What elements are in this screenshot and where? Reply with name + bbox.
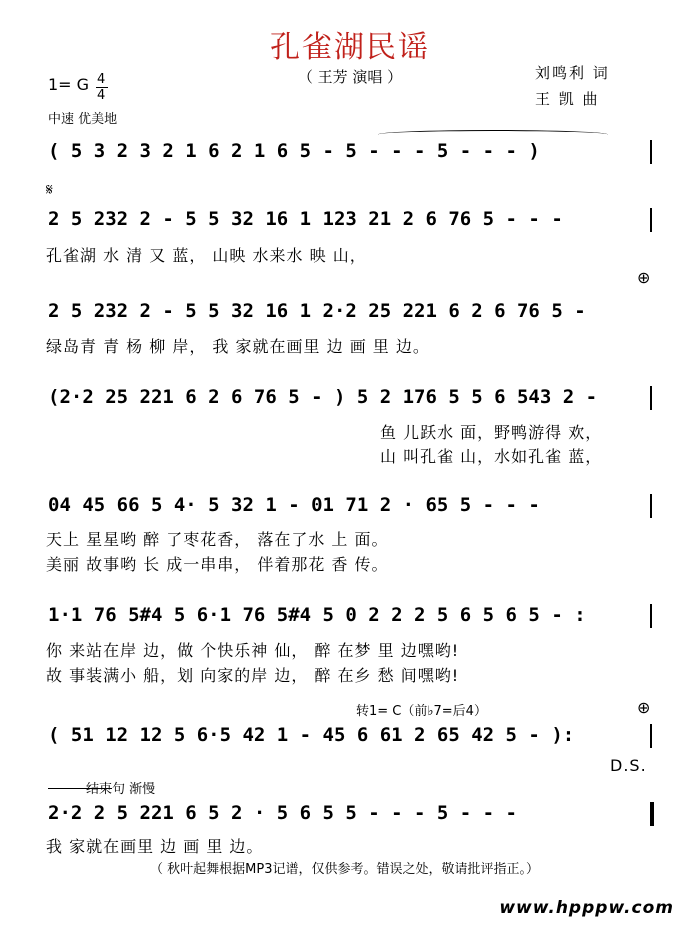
coda-icon: ⊕: [637, 268, 651, 287]
composer-credit: 王 凯 曲: [535, 90, 600, 108]
score-line-6-lyrics-verse-2: 故 事装满小 船，划 向家的岸 边， 醉 在乡 愁 间嘿哟!: [46, 666, 460, 685]
segno-icon: 𝄋: [46, 180, 53, 199]
score-line-4-notes: (2·2 25 221 6 2 6 76 5 - ) 5 2 176 5 5 6 543 2 -: [48, 386, 598, 408]
barline: [650, 208, 652, 232]
barline: [650, 140, 652, 164]
time-signature-top: 4: [97, 72, 106, 87]
score-line-7-notes: ( 51 12 12 5 6·5 42 1 - 45 6 61 2 65 42 5 - ):: [48, 724, 575, 746]
score-line-2-lyrics: 孔雀湖 水 清 又 蓝， 山映 水来水 映 山，: [46, 246, 367, 265]
tie-arc: [378, 130, 608, 139]
score-line-8-lyrics: 我 家就在画里 边 画 里 边。: [46, 837, 264, 856]
score-line-5-lyrics-verse-1: 天上 星星哟 醉 了枣花香， 落在了水 上 面。: [46, 530, 389, 549]
repeat-end-barline: [650, 604, 652, 628]
score-line-4-lyrics-verse-2: 山 叫孔雀 山，水如孔雀 蓝，: [380, 447, 603, 466]
song-title: 孔雀湖民谣: [270, 30, 430, 65]
tempo-marking: 中速 优美地: [48, 112, 118, 127]
footnote: （ 秋叶起舞根据MP3记谱，仅供参考。错误之处，敬请批评指正。）: [150, 862, 539, 877]
final-barline: [650, 802, 654, 826]
score-line-2-notes: 2 5 232 2 - 5 5 32 16 1 123 21 2 6 76 5 - - -: [48, 208, 563, 230]
time-signature-bottom: 4: [97, 88, 106, 103]
modulation-marking: 转1= C（前♭7=后4）: [356, 704, 487, 719]
score-line-3-lyrics: 绿岛青 青 杨 柳 岸， 我 家就在画里 边 画 里 边。: [46, 337, 430, 356]
score-line-4-lyrics-verse-1: 鱼 儿跃水 面，野鸭游得 欢，: [380, 423, 603, 442]
dal-segno-marking: D.S.: [610, 756, 647, 775]
score-line-3-notes: 2 5 232 2 - 5 5 32 16 1 2·2 25 221 6 2 6 76 5 -: [48, 300, 586, 322]
barline: [650, 494, 652, 518]
score-line-5-lyrics-verse-2: 美丽 故事哟 长 成一串串， 伴着那花 香 传。: [46, 555, 389, 574]
singer-credit: （ 王芳 演唱 ）: [297, 68, 403, 86]
score-line-6-notes: 1·1 76 5#4 5 6·1 76 5#4 5 0 2 2 2 5 6 5 6 5 - :: [48, 604, 586, 626]
coda-icon: ⊕: [637, 698, 651, 717]
score-line-8-notes: 2·2 2 5 221 6 5 2 · 5 6 5 5 - - - 5 - - -: [48, 802, 517, 824]
repeat-end-barline: [650, 724, 652, 748]
barline: [650, 386, 652, 410]
score-line-5-notes: 04 45 66 5 4· 5 32 1 - 01 71 2 · 65 5 - - -: [48, 494, 540, 516]
website-watermark[interactable]: www.hpppw.com: [499, 898, 674, 918]
score-line-1-notes: ( 5 3 2 3 2 1 6 2 1 6 5 - 5 - - - 5 - - - ): [48, 140, 540, 162]
coda-label: 结束句 渐慢: [86, 782, 156, 797]
score-line-6-lyrics-verse-1: 你 来站在岸 边，做 个快乐神 仙， 醉 在梦 里 边嘿哟!: [46, 641, 460, 660]
lyricist-credit: 刘鸣利 词: [535, 64, 610, 82]
key-signature: 1= G: [48, 75, 90, 94]
